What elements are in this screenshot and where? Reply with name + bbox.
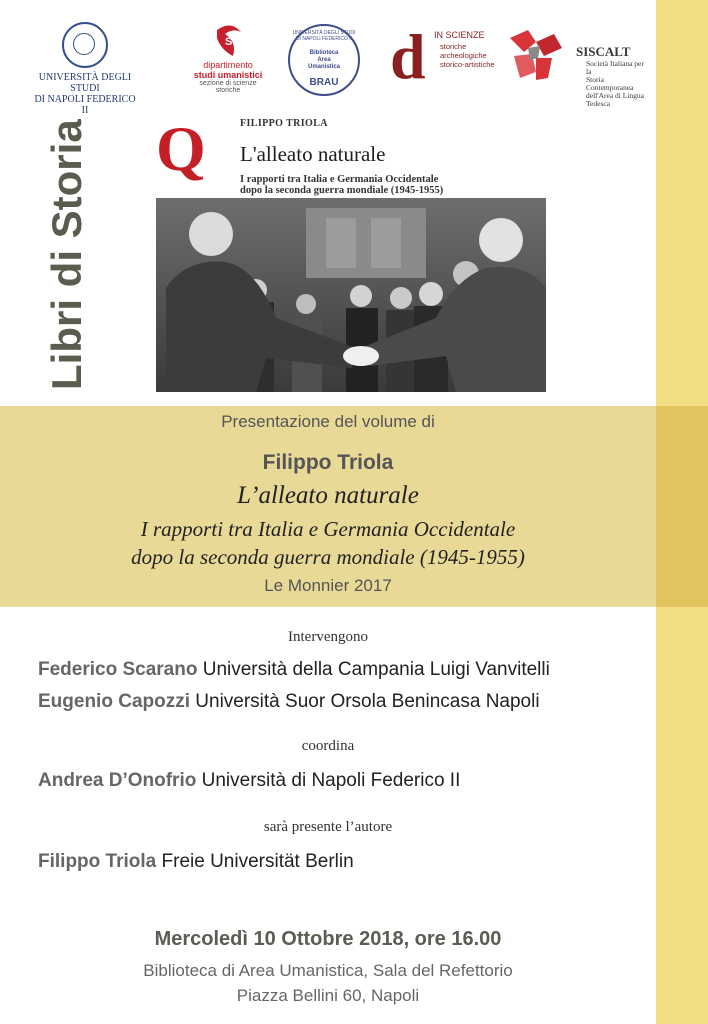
unina-logo (30, 22, 140, 116)
cover-photo (156, 198, 546, 392)
moderator-affiliation: Università di Napoli Federico II (201, 770, 461, 791)
cover-subtitle-line1: I rapporti tra Italia e Germania Occidentale (240, 174, 439, 185)
dottorato-d-icon: d (390, 21, 426, 92)
moderator-name: Andrea D’Onofrio (38, 770, 197, 791)
brau-inner3: Umanistica (307, 64, 340, 70)
siscalt-title: SISCALT (576, 44, 631, 59)
unina-line2: DI NAPOLI FEDERICO II (34, 94, 136, 116)
brau-ring-text: UNIVERSITÀ DEGLI STUDI DI NAPOLI FEDERICO II (292, 30, 356, 42)
publisher-logo-letter: Q (156, 113, 206, 184)
presentation-intro: Presentazione del volume di (221, 412, 435, 431)
logos-row (0, 0, 656, 116)
dsu-mark-label: SU (225, 36, 241, 48)
cover-subtitle-line2: dopo la seconda guerra mondiale (1945-1955) (240, 185, 444, 196)
dsu-line1: dipartimento (203, 60, 253, 70)
speaker-row (38, 659, 550, 681)
event-venue: Biblioteca di Area Umanistica, Sala del Refettorio (143, 961, 513, 980)
cover-author: FILIPPO TRIOLA (240, 118, 328, 129)
author-present-label: sarà presente l’autore (263, 819, 393, 835)
author-present-row (38, 851, 354, 873)
brau-logo (288, 24, 360, 96)
speaker-affiliation: Università Suor Orsola Benincasa Napoli (195, 691, 540, 712)
presentation-title: L’alleato naturale (237, 482, 419, 509)
dottorato-line1: storiche (440, 42, 467, 51)
cover-title: L'alleato naturale (240, 142, 386, 166)
series-title: Libri di Storia (43, 119, 90, 390)
book-cover (156, 112, 546, 392)
presentation-subtitle-line2: dopo la seconda guerra mondiale (1945-1955) (131, 545, 525, 569)
siscalt-line3: dell'Area di Lingua Tedesca (586, 91, 644, 108)
moderator-row (38, 770, 460, 792)
dsu-mark-icon (211, 22, 245, 60)
siscalt-line2: Storia Contemporanea (586, 75, 634, 92)
dsu-line3: sezione di scienze storiche (199, 80, 257, 94)
siscalt-line1: Società Italiana per la (586, 59, 644, 76)
presentation-author: Filippo Triola (262, 451, 394, 474)
speaker-affiliation: Università della Campania Luigi Vanvitelli (202, 659, 550, 680)
dottorato-vertical: DOTTORATO (426, 40, 433, 88)
author-present-name: Filippo Triola (38, 851, 157, 872)
speakers-label: Intervengono (288, 629, 368, 645)
brau-inner2: Area (317, 57, 331, 63)
event-date: Mercoledì 10 Ottobre 2018, ore 16.00 (154, 928, 502, 950)
dottorato-line2: archeologiche (440, 51, 487, 60)
event-address: Piazza Bellini 60, Napoli (236, 986, 420, 1005)
unina-seal-icon (62, 22, 108, 68)
speaker-row (38, 691, 540, 713)
speaker-name: Federico Scarano (38, 659, 198, 680)
unina-line1: UNIVERSITÀ DEGLI STUDI (38, 72, 132, 94)
moderator-label: coordina (301, 738, 355, 754)
dottorato-line3: storico-artistiche (440, 60, 495, 69)
presentation-subtitle-line1: I rapporti tra Italia e Germania Occidentale (140, 517, 516, 541)
siscalt-logo (506, 26, 646, 108)
siscalt-map-icon (506, 28, 566, 84)
presentation-publisher: Le Monnier 2017 (264, 576, 392, 595)
dsu-line2: studi umanistici (193, 70, 263, 80)
dottorato-title: IN SCIENZE (434, 30, 485, 40)
dsu-logo (188, 22, 268, 94)
brau-inner1: Biblioteca (309, 50, 339, 56)
dottorato-logo (390, 21, 500, 92)
author-present-affiliation: Freie Universität Berlin (161, 851, 354, 872)
speaker-name: Eugenio Capozzi (38, 691, 190, 712)
right-color-bar-accent (656, 406, 708, 607)
brau-label: BRAU (309, 77, 339, 88)
